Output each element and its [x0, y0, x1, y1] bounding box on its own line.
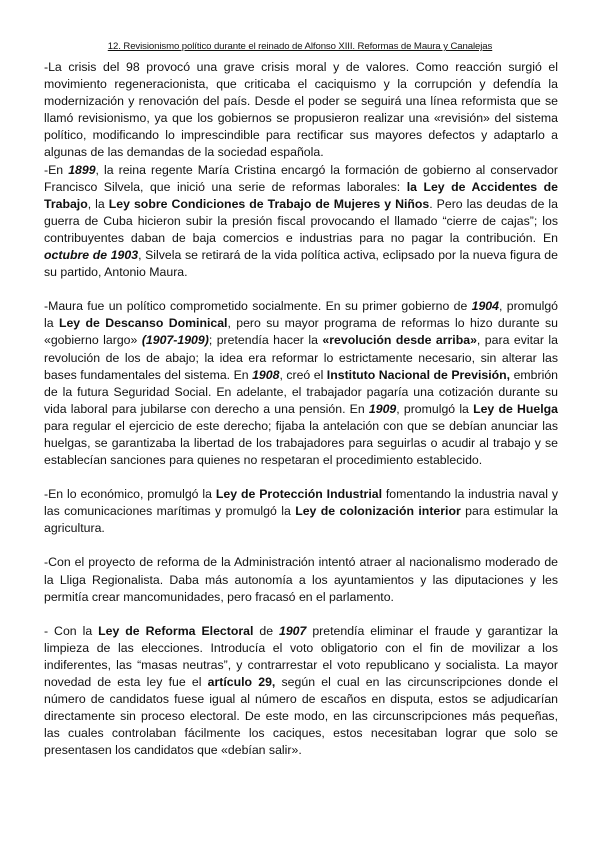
document-body — [44, 59, 558, 759]
text-run: , pero su mayor programa de reformas lo hizo durante su «gobierno largo» — [44, 316, 558, 348]
text-run: fomentando la industria naval y las comunicaciones marítimas y promulgó la — [44, 487, 558, 519]
bold-italic-text: 1907 — [279, 623, 307, 638]
text-run: , Silvela se retirará de la vida política activa, eclipsado por la nueva figura de su partido, Antonio Maura. — [44, 248, 558, 280]
text-run: -En — [44, 162, 69, 177]
text-run: según el cual en las circunscripciones donde el número de candidatos fuese igual al número de escaños en disputa, estos se adjudicarían directamente sin proceso electoral. De este modo, en las circunscripciones más pequeñas, las cuales controlaban fácilmente los caciques, estos necesitaban lograr que solo se presentasen los candidatos que «debían salir». — [44, 675, 558, 758]
text-run: . Pero las deudas de la guerra de Cuba hicieron subir la presión fiscal provocando el llamado “cierre de cajas”; los contribuyentes daban de baja comercios e industrias para no pagar la contribución. En — [44, 196, 558, 245]
text-run: de — [253, 623, 279, 638]
bold-italic-text: 1908 — [252, 367, 280, 382]
bold-italic-text: 1904 — [471, 299, 499, 314]
paragraph-economico — [44, 486, 558, 537]
page-header: 12. Revisionismo político durante el reinado de Alfonso XIII. Reformas de Maura y Canalejas — [107, 41, 493, 52]
paragraph-maura — [44, 298, 558, 469]
text-run: -En lo económico, promulgó la — [44, 487, 216, 502]
text-run: -Maura fue un político comprometido socialmente. En su primer gobierno de — [44, 299, 472, 314]
paragraph-reforma-electoral — [44, 623, 558, 760]
bold-italic-text: octubre de 1903 — [44, 248, 139, 263]
bold-text: Ley de colonización interior — [295, 504, 461, 519]
text-run: para estimular la agricultura. — [44, 504, 558, 536]
text-run: -La crisis del 98 provocó una grave crisis moral y de valores. Como reacción surgió el movimiento regeneracionista, que criticaba el caciquismo y la corrupción y defendía la modernización y renovación del país. Desde el poder se seguirá una línea reformista que se llamó revisionismo, ya que los gobiernos se propusieron realizar una «revisión» del sistema político, modificando lo imprescindible para rectificar sus mayores defectos y adaptarlo a algunas de las demandas de la sociedad española. — [44, 60, 558, 160]
text-run: embrión de la futura Seguridad Social. En adelante, el trabajador pagaría una cotización durante su vida laboral para jubilarse con derecho a una pensión. En — [44, 367, 558, 416]
text-run: , la — [87, 196, 109, 211]
paragraph-crisis-98 — [44, 59, 558, 162]
bold-text: la Ley de Accidentes de Trabajo — [44, 179, 558, 211]
bold-italic-text: 1899 — [68, 162, 96, 177]
text-run: , creó el — [279, 367, 327, 382]
bold-italic-text: (1907-1909) — [141, 333, 209, 348]
bold-text: artículo 29, — [207, 675, 276, 689]
bold-text: Ley de Descanso Dominical — [58, 316, 228, 331]
text-run: para regular el ejercicio de este derecho; fijaba la antelación con que se debían anunciar las huelgas, se garantizaba la libertad de los trabajadores para seguirlas o acudir al trabajo y se establecían sanciones para quienes no respetaran el procedimiento establecido. — [44, 418, 558, 468]
text-run: ; pretendía hacer la — [208, 333, 323, 348]
text-run: , la reina regente María Cristina encargó la formación de gobierno al conservador Francisco Silvela, que inició una serie de reformas laborales: — [44, 162, 558, 194]
bold-text: Ley de Huelga — [473, 401, 558, 416]
bold-text: Ley de Reforma Electoral — [98, 623, 254, 638]
bold-italic-text: 1909 — [368, 401, 397, 416]
text-run: , promulgó la — [396, 401, 474, 416]
paragraph-silvela — [44, 162, 558, 282]
text-run: , para evitar la revolución de los de abajo; la idea era reformar lo estrictamente necesario, sin alterar las bases fundamentales del sistema. En — [44, 333, 558, 382]
bold-text: Ley de Protección Industrial — [215, 487, 382, 502]
bold-text: «revolución desde arriba» — [322, 333, 477, 348]
text-run: - Con la — [44, 623, 99, 638]
bold-text: Instituto Nacional de Previsión, — [326, 367, 511, 382]
bold-text: Ley sobre Condiciones de Trabajo de Mujeres y Niños — [108, 196, 430, 211]
text-run: -Con el proyecto de reforma de la Administración intentó atraer al nacionalismo moderado de la Lliga Regionalista. Daba más autonomía a los ayuntamientos y las diputaciones y les permitía crear mancomunidades, pero fracasó en el parlamento. — [44, 555, 558, 604]
paragraph-administracion — [44, 554, 558, 605]
text-run: , promulgó la — [44, 299, 558, 331]
text-run: pretendía eliminar el fraude y garantizar la limpieza de las elecciones. Introducía el voto obligatorio con el fin de movilizar a los indiferentes, las “masas neutras”, y contrarrestar el voto republicano y socialista. La mayor novedad de esta ley fue el — [44, 623, 558, 689]
